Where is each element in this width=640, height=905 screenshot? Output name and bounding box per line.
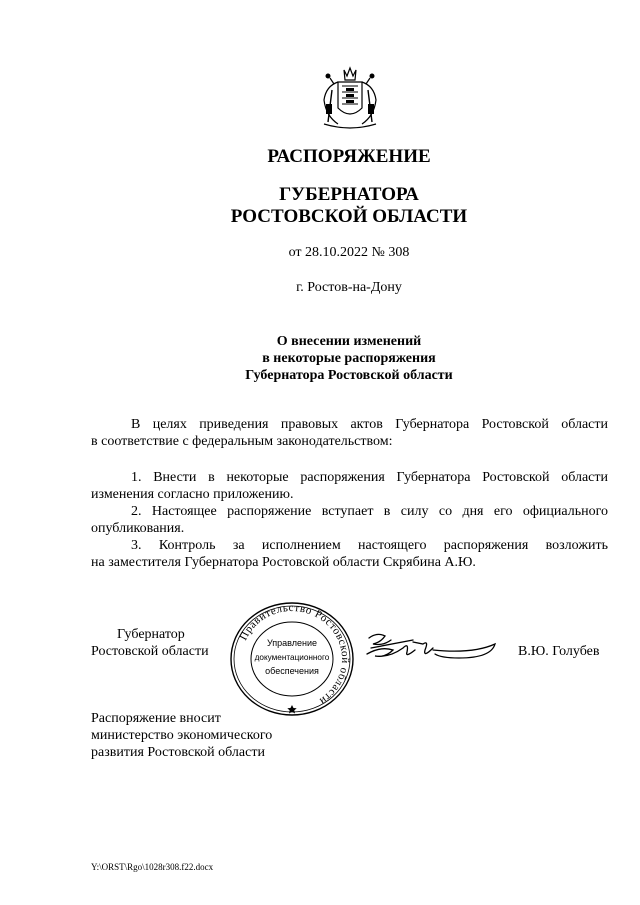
- stamp-inner-line2: документационного: [254, 653, 330, 662]
- document-type-heading: РАСПОРЯЖЕНИЕ: [267, 146, 431, 167]
- subject-line3: Губернатора Ростовской области: [245, 368, 453, 383]
- stamp-inner-line1: Управление: [266, 638, 318, 648]
- handwritten-signature: [363, 628, 499, 666]
- coat-of-arms-icon: [318, 60, 382, 132]
- issuer-heading-line2: РОСТОВСКОЙ ОБЛАСТИ: [230, 206, 468, 227]
- submitted-by-line3: развития Ростовской области: [91, 745, 265, 760]
- preamble-line2: в соответствие с федеральным законодательством:: [91, 434, 393, 449]
- subject-line2: в некоторые распоряжения: [262, 351, 436, 366]
- file-path-footer: Y:\ORST\Rgo\1028r308.f22.docx: [91, 862, 214, 872]
- signatory-name: В.Ю. Голубев: [518, 644, 600, 659]
- official-stamp: [228, 600, 356, 718]
- item-2-line1: 2. Настоящее распоряжение вступает в силу со дня его официального: [131, 504, 608, 519]
- city: г. Ростов-на-Дону: [296, 280, 402, 295]
- signatory-position-line2: Ростовской области: [91, 644, 209, 659]
- subject-line1: О внесении изменений: [276, 334, 422, 349]
- date-and-number: от 28.10.2022 № 308: [288, 245, 410, 260]
- submitted-by-line1: Распоряжение вносит: [91, 711, 221, 726]
- preamble-line1: В целях приведения правовых актов Губернатора Ростовской области: [131, 417, 608, 432]
- issuer-heading-line1: ГУБЕРНАТОРА: [279, 184, 419, 205]
- item-2-line2: опубликования.: [91, 521, 185, 536]
- item-1-line1: 1. Внести в некоторые распоряжения Губернатора Ростовской области: [131, 470, 608, 485]
- item-3-line2: на заместителя Губернатора Ростовской области Скрябина А.Ю.: [91, 555, 476, 570]
- submitted-by-line2: министерство экономического: [91, 728, 273, 743]
- item-1-line2: изменения согласно приложению.: [91, 487, 294, 502]
- item-3-line1: 3. Контроль за исполнением настоящего распоряжения возложить: [131, 538, 608, 553]
- stamp-ring-text: Правительство Ростовской области: [237, 601, 352, 708]
- stamp-inner-line3: обеспечения: [265, 666, 319, 676]
- signatory-position-line1: Губернатор: [117, 627, 185, 642]
